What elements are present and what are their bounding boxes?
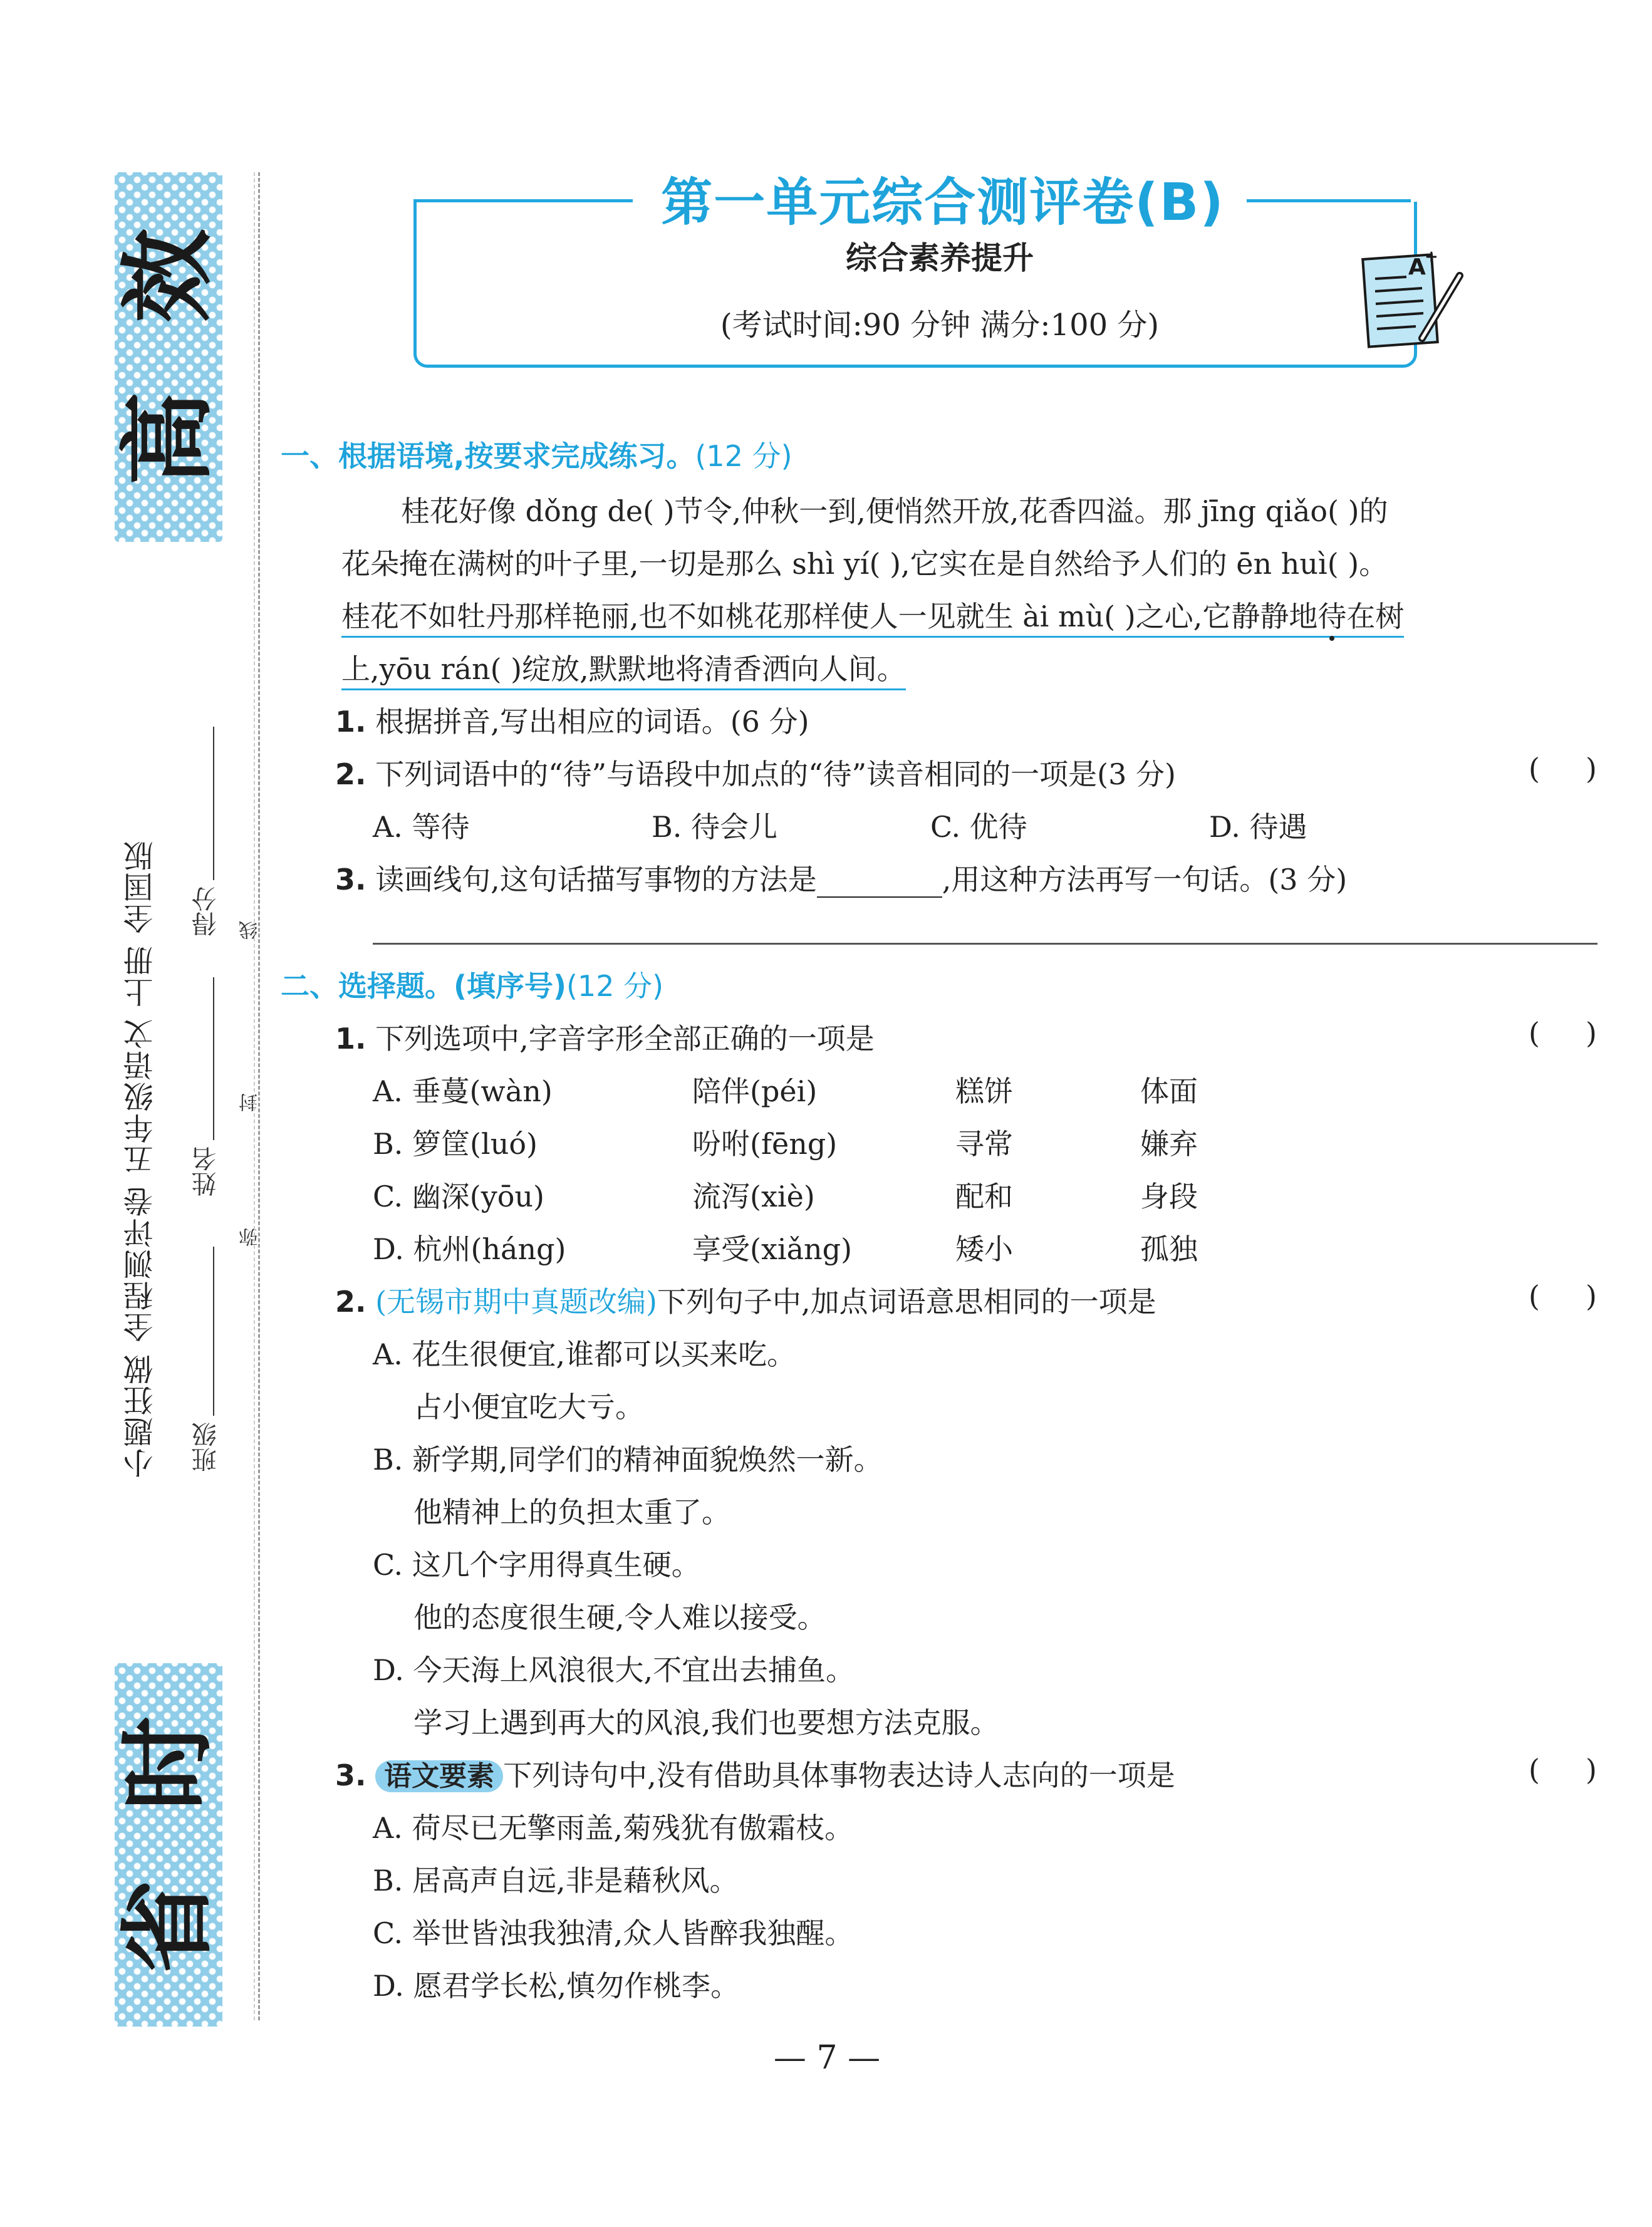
passage-line-1 [401, 489, 1388, 530]
s1-q1-text: 根据拼音,写出相应的词语。(6 分) [375, 705, 809, 739]
s2-q1-row-d-4: 孤独 [1140, 1232, 1198, 1266]
s2-q3-option-b: B. 居高声自远,非是藉秋风。 [373, 1864, 739, 1897]
s2-q1-row-c-2: 流泻(xiè) [692, 1180, 815, 1213]
dotted-char-dai: 待 [1317, 600, 1347, 633]
title-rule-right [1247, 199, 1411, 202]
svg-text:+: + [1425, 247, 1438, 266]
section2-title: 二、选择题。(填序号) [281, 969, 567, 1003]
field-class-label: 班级 [192, 1422, 221, 1472]
passage-text-4: 上,yōu rán( )绽放,默默地将清香洒向人间。 [341, 652, 906, 690]
s1-question-1 [335, 699, 809, 740]
cut-mark-3: 线 [239, 921, 261, 940]
s2-question-3 [335, 1753, 1175, 1794]
s1-question-3 [335, 857, 1347, 898]
s1-q3-answer-line[interactable] [373, 943, 1597, 945]
passage-text-1: 桂花好像 dǒng de( )节令,仲秋一到,便悄然开放,花香四溢。那 jīng qiǎo( )的 [401, 494, 1388, 528]
s2-q2-line-5: C. 这几个字用得真生硬。 [373, 1548, 700, 1582]
s2-q2-answer-bracket[interactable]: ( ) [1528, 1279, 1597, 1313]
s2-q1-text: 下列选项中,字音字形全部正确的一项是 [375, 1022, 875, 1056]
s2-q1-row-a-1: A. 垂蔓(wàn) [373, 1074, 553, 1108]
cut-mark-2: 封 [239, 1093, 261, 1112]
s2-q1-row-d-3: 矮小 [955, 1232, 1013, 1266]
underlined-sentence-part-1 [341, 600, 1404, 638]
field-score-line [213, 727, 214, 880]
s2-question-1 [335, 1016, 875, 1057]
side-char-2: 省 [113, 1879, 223, 1974]
s2-q3-answer-bracket[interactable]: ( ) [1528, 1753, 1597, 1787]
seal-dashed-line [258, 172, 260, 2020]
s2-q1-number: 1. [335, 1022, 366, 1056]
s2-q2-line-7: D. 今天海上风浪很大,不宜出去捕鱼。 [373, 1653, 855, 1687]
s2-q3-text: 下列诗句中,没有借助具体事物表达诗人志向的一项是 [503, 1758, 1175, 1792]
s1-q2-option-c: C. 优待 [930, 810, 1027, 844]
section2-points: (12 分) [566, 969, 664, 1003]
series-label: 小题狂做 全程测评卷 五年级语文 上册 全国版 [123, 839, 158, 1478]
side-char-0: 高 [113, 391, 223, 486]
s1-q2-option-d: D. 待遇 [1209, 810, 1307, 844]
page-title: 第一单元综合测评卷(B) [661, 173, 1225, 232]
field-score-label: 得分 [192, 886, 221, 937]
side-banner-top [115, 172, 222, 542]
s2-q2-line-3: B. 新学期,同学们的精神面貌焕然一新。 [373, 1443, 883, 1477]
side-char-3: 时 [113, 1716, 223, 1811]
s2-q3-option-c: C. 举世皆浊我独清,众人皆醉我独醒。 [373, 1916, 854, 1950]
s1-q3-number: 3. [335, 863, 366, 896]
s2-q2-line-2: 占小便宜吃大亏。 [413, 1390, 644, 1424]
s2-q2-text: 下列句子中,加点词语意思相同的一项是 [657, 1285, 1156, 1319]
s2-q2-line-8: 学习上遇到再大的风浪,我们也要想方法克服。 [413, 1706, 999, 1740]
page-number: — 7 — [773, 2039, 881, 2077]
s1-q2-text: 下列词语中的“待”与语段中加点的“待”读音相同的一项是(3 分) [375, 757, 1176, 791]
field-class-line [213, 1247, 214, 1416]
passage-line-4 [341, 646, 906, 688]
s2-q3-number: 3. [335, 1758, 366, 1792]
section1-title: 一、根据语境,按要求完成练习。 [281, 439, 695, 473]
section1-heading [281, 433, 792, 475]
cut-mark-1: 弥 [239, 1228, 261, 1247]
s1-question-2 [335, 752, 1176, 793]
s2-q1-row-c-4: 身段 [1140, 1180, 1198, 1213]
field-name-line [213, 977, 214, 1140]
s1-q2-option-a: A. 等待 [373, 810, 470, 844]
s2-q3-option-a: A. 荷尽已无擎雨盖,菊残犹有傲霜枝。 [373, 1811, 854, 1845]
exam-time-info: (考试时间:90 分钟 满分:100 分) [720, 308, 1160, 343]
s2-q1-row-b-4: 嫌弃 [1140, 1127, 1198, 1161]
s2-q1-row-b-1: B. 箩筐(luó) [373, 1127, 538, 1161]
s2-q1-row-c-1: C. 幽深(yōu) [373, 1180, 545, 1213]
s1-q2-answer-bracket[interactable]: ( ) [1528, 752, 1597, 786]
field-name-label: 姓名 [192, 1146, 221, 1197]
s2-q2-source: (无锡市期中真题改编) [375, 1285, 658, 1319]
s2-q1-row-a-3: 糕饼 [955, 1074, 1013, 1108]
s2-q2-number: 2. [335, 1285, 366, 1319]
s1-q3-text-after: ,用这种方法再写一句话。(3 分) [942, 863, 1348, 896]
page-subtitle: 综合素养提升 [846, 239, 1034, 276]
section1-points: (12 分) [695, 439, 792, 473]
s2-q2-line-6: 他的态度很生硬,令人难以接受。 [413, 1601, 826, 1634]
s2-q1-row-b-3: 寻常 [955, 1127, 1013, 1161]
s1-q3-blank[interactable] [817, 863, 942, 898]
s2-q3-tag: 语文要素 [375, 1760, 503, 1792]
section2-heading [281, 963, 663, 1005]
svg-text:A: A [1408, 254, 1426, 280]
s2-q2-line-1: A. 花生很便宜,谁都可以买来吃。 [373, 1337, 796, 1371]
s2-q1-row-d-1: D. 杭州(háng) [373, 1232, 566, 1266]
title-rule-left [413, 199, 633, 202]
s2-q1-answer-bracket[interactable]: ( ) [1528, 1016, 1597, 1050]
passage-line-3 [341, 594, 1404, 635]
s2-q1-row-b-2: 吩咐(fēng) [692, 1127, 838, 1161]
passage-text-2: 花朵掩在满树的叶子里,一切是那么 shì yí( ),它实在是自然给予人们的 ēn huì( )。 [341, 547, 1388, 581]
passage-text-3: 桂花不如牡丹那样艳丽,也不如桃花那样使人一见就生 ài mù( )之心,它静静地 [341, 600, 1318, 633]
s1-q2-option-b: B. 待会儿 [652, 810, 778, 844]
s2-q1-row-a-4: 体面 [1140, 1074, 1198, 1108]
s1-q2-number: 2. [335, 757, 366, 791]
s2-q1-row-d-2: 享受(xiǎng) [692, 1232, 853, 1266]
seal-dashed-line-inner [254, 172, 255, 2020]
s1-q3-text-before: 读画线句,这句话描写事物的方法是 [375, 863, 817, 896]
s2-question-2 [335, 1279, 1156, 1321]
s2-q1-row-c-3: 配和 [955, 1180, 1013, 1213]
s2-q1-row-a-2: 陪伴(péi) [692, 1074, 818, 1108]
s2-q3-option-d: D. 愿君学长松,慎勿作桃李。 [373, 1969, 740, 2003]
s2-q2-line-4: 他精神上的负担太重了。 [413, 1495, 730, 1529]
side-char-1: 效 [113, 228, 223, 323]
exam-paper-icon [1353, 238, 1472, 357]
passage-line-2 [341, 541, 1388, 583]
passage-text-3-tail: 在树 [1346, 600, 1405, 633]
s1-q1-number: 1. [335, 705, 366, 739]
side-banner-bottom [115, 1663, 222, 2027]
